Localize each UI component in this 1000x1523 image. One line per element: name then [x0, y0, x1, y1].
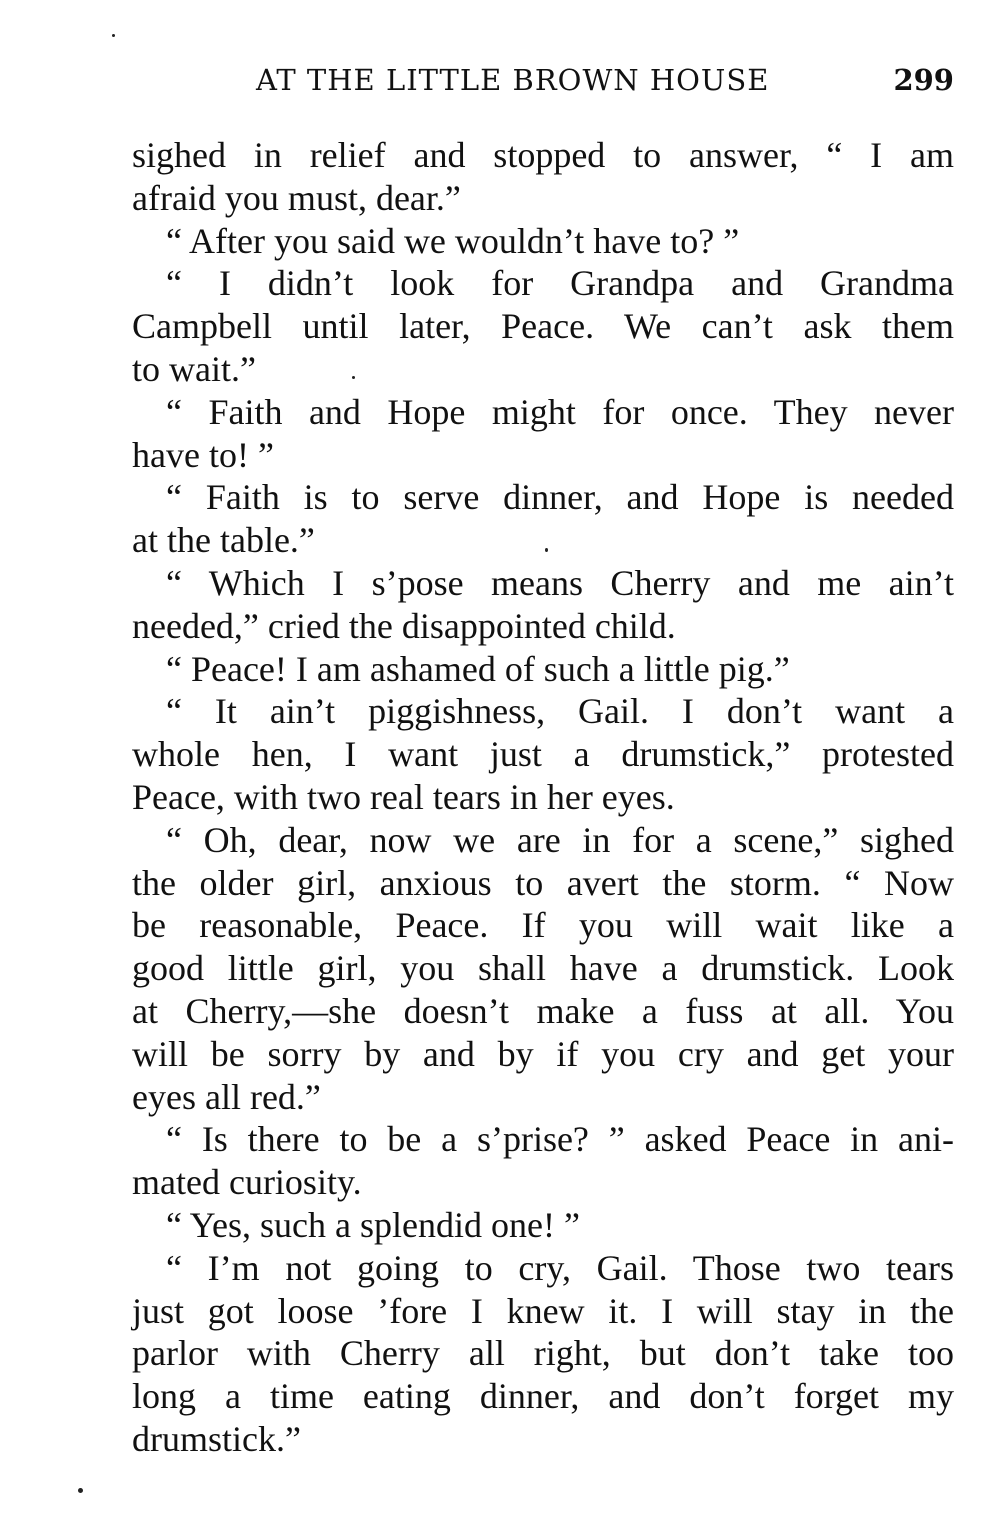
text-line: mated curiosity.: [132, 1162, 362, 1203]
print-speck: [112, 34, 115, 37]
text-line: at the table.”: [132, 520, 315, 561]
text-line: Campbell until later, Peace. We can’t ask them: [132, 306, 954, 347]
text-line: whole hen, I want just a drumstick,” protested: [132, 734, 954, 775]
text-line: “ After you said we wouldn’t have to? ”: [166, 220, 740, 261]
text-line: “ Oh, dear, now we are in for a scene,” sighed: [166, 819, 954, 860]
print-speck: [78, 1488, 83, 1493]
text-line: drumstick.”: [132, 1418, 301, 1459]
text-line: sighed in relief and stopped to answer, “ I am: [132, 135, 954, 175]
page-number: 299: [893, 63, 954, 97]
text-line: be reasonable, Peace. If you will wait like a: [132, 905, 954, 946]
text-line: long a time eating dinner, and don’t forget my: [132, 1376, 954, 1417]
text-line: needed,” cried the disappointed child.: [132, 605, 676, 646]
text-line: “ It ain’t piggishness, Gail. I don’t want a: [166, 691, 954, 732]
text-line: “ Is there to be a s’prise? ” asked Peace in ani-: [166, 1119, 954, 1160]
print-speck: [352, 376, 355, 379]
text-line: “ Peace! I am ashamed of such a little pig.”: [166, 648, 790, 689]
text-line: to wait.”: [132, 348, 256, 389]
text-line: afraid you must, dear.”: [132, 177, 461, 218]
text-line: “ Faith is to serve dinner, and Hope is needed: [166, 477, 954, 518]
text-line: the older girl, anxious to avert the storm. “ Now: [132, 862, 954, 903]
text-line: “ Yes, such a splendid one! ”: [166, 1204, 580, 1245]
text-line: good little girl, you shall have a drumstick. Look: [132, 948, 954, 989]
text-line: “ Which I s’pose means Cherry and me ain’t: [166, 562, 954, 603]
text-line: “ Faith and Hope might for once. They never: [166, 391, 954, 432]
print-speck: [545, 548, 548, 552]
text-line: just got loose ’fore I knew it. I will stay in the: [132, 1290, 954, 1331]
text-line: “ I didn’t look for Grandpa and Grandma: [166, 263, 954, 304]
text-line: eyes all red.”: [132, 1076, 321, 1117]
text-line: parlor with Cherry all right, but don’t take too: [132, 1333, 954, 1374]
running-title: AT THE LITTLE BROWN HOUSE: [256, 63, 770, 97]
text-line: have to! ”: [132, 434, 274, 475]
body-text: [132, 134, 954, 1461]
text-line: at Cherry,—she doesn’t make a fuss at all. You: [132, 990, 954, 1031]
text-line: will be sorry by and by if you cry and get your: [132, 1033, 954, 1074]
text-line: Peace, with two real tears in her eyes.: [132, 776, 675, 817]
text-line: “ I’m not going to cry, Gail. Those two tears: [166, 1247, 954, 1288]
running-head: [132, 58, 954, 102]
